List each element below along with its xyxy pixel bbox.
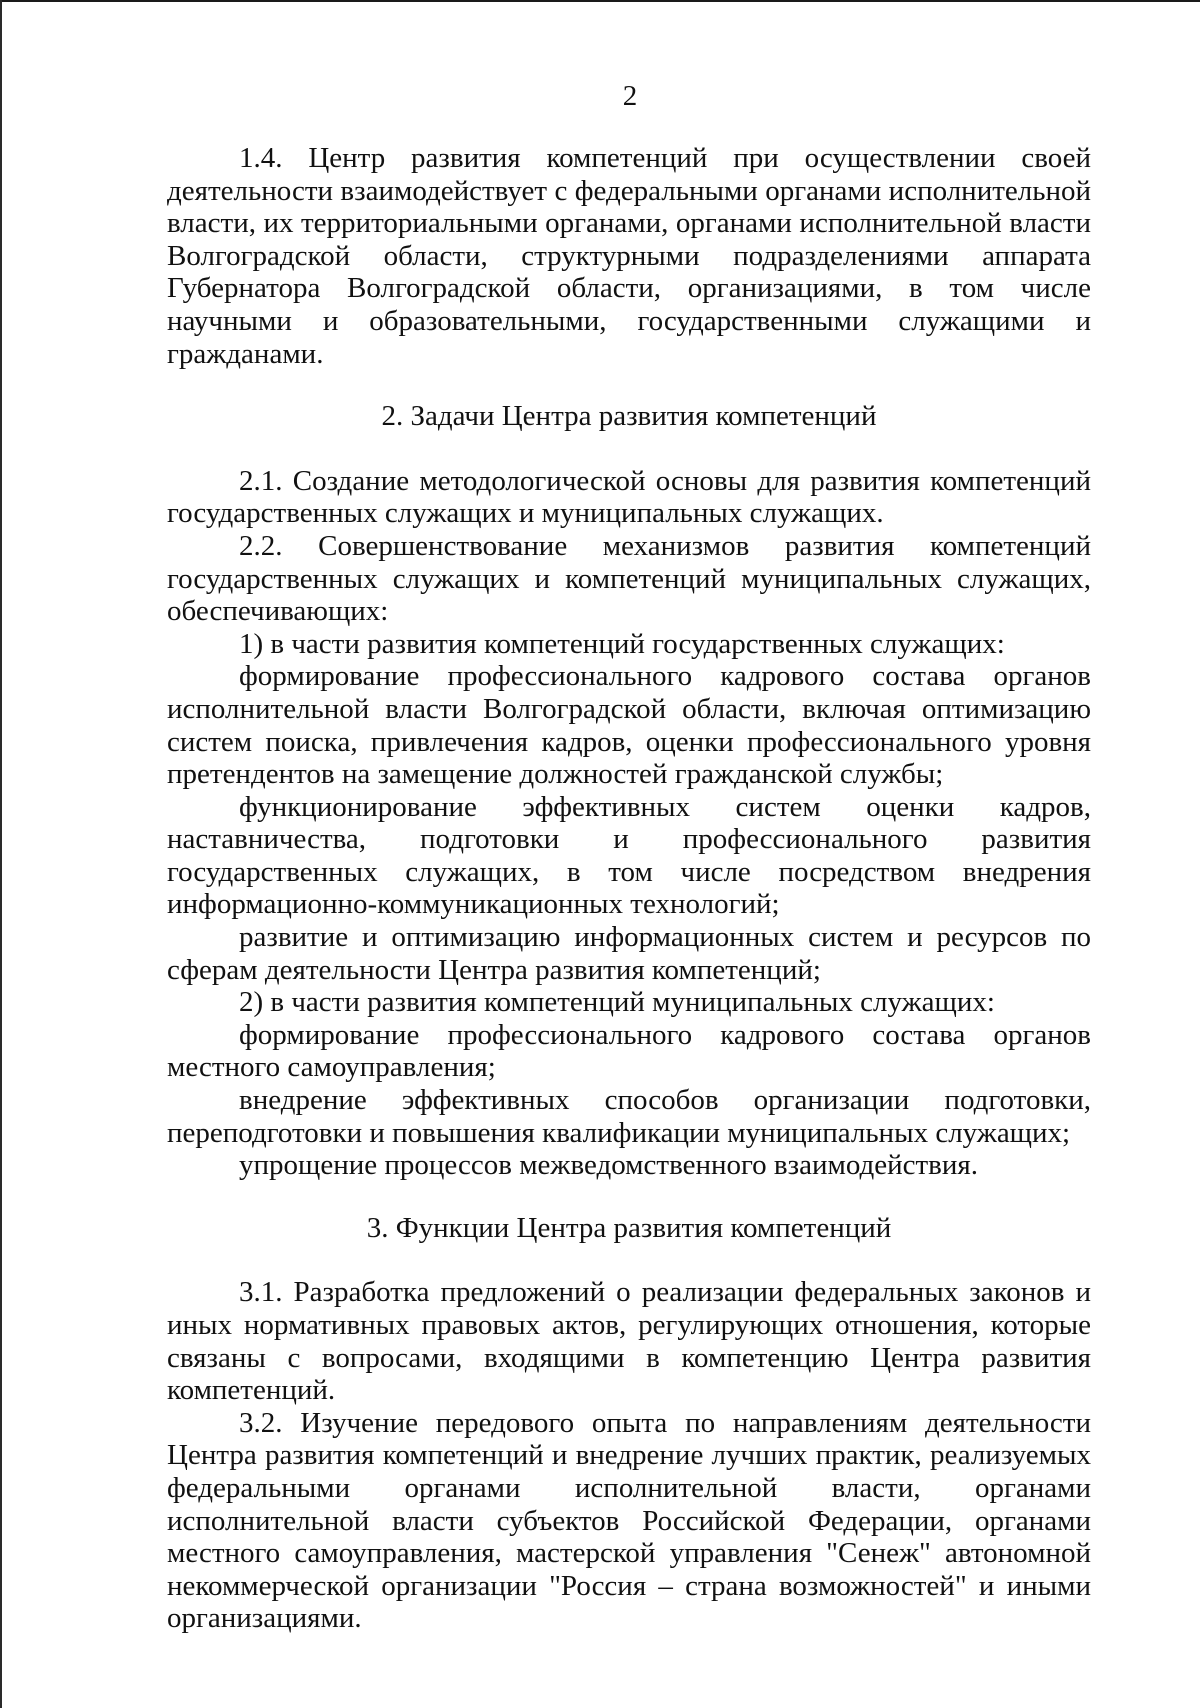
paragraph-2-2-item-2-b: внедрение эффективных способов организации подготовки, переподготовки и повышения квалификации муниципальных служащих; [167, 1084, 1091, 1149]
section-heading-2: 2. Задачи Центра развития компетенций [381, 400, 877, 433]
page-number: 2 [622, 80, 638, 112]
paragraph-2-2: 2.2. Совершенствование механизмов развития компетенций государственных служащих и компетенций муниципальных служащих, обеспечивающих: [167, 529, 1091, 628]
paragraph-2-1: 2.1. Создание методологической основы для развития компетенций государственных служащих и муниципальных служащих. [167, 464, 1091, 530]
paragraph-2-2-item-2-c: упрощение процессов межведомственного взаимодействия. [239, 1149, 978, 1182]
paragraph-2-2-item-1-c: развитие и оптимизацию информационных систем и ресурсов по сферам деятельности Центра развития компетенций; [167, 921, 1091, 986]
document-body [167, 142, 1091, 1635]
paragraph-3-1: 3.1. Разработка предложений о реализации федеральных законов и иных нормативных правовых актов, регулирующих отношения, которые связаны с вопросами, входящими в компетенцию Центра развития компетенций. [167, 1276, 1091, 1407]
section-heading-3: 3. Функции Центра развития компетенций [366, 1211, 892, 1244]
paragraph-1-4: 1.4. Центр развития компетенций при осуществлении своей деятельности взаимодействует с федеральными органами исполнительной власти, их территориальными органами, органами исполнительной власти Волгоградской области, структурными подразделениями аппарата Губернатора Волгоградской области, организациями, в том числе научными и образовательными, государственными служащими и гражданами. [167, 142, 1091, 370]
paragraph-2-2-item-2: 2) в части развития компетенций муниципальных служащих: [239, 986, 995, 1019]
scan-edge-left [0, 0, 2, 1708]
scan-edge-top [0, 0, 1200, 2]
paragraph-2-2-item-1-b: функционирование эффективных систем оценки кадров, наставничества, подготовки и профессионального развития государственных служащих, в том числе посредством внедрения информационно-коммуникационных технологий; [167, 790, 1091, 921]
paragraph-2-2-item-2-a: формирование профессионального кадрового состава органов местного самоуправления; [167, 1018, 1091, 1084]
paragraph-2-2-item-1-a: формирование профессионального кадрового состава органов исполнительной власти Волгоградской области, включая оптимизацию систем поиска, привлечения кадров, оценки профессионального уровня претендентов на замещение должностей гражданской службы; [167, 660, 1091, 791]
paragraph-3-2: 3.2. Изучение передового опыта по направлениям деятельности Центра развития компетенций и внедрение лучших практик, реализуемых федеральными органами исполнительной власти, органами исполнительной власти субъектов Российской Федерации, органами местного самоуправления, мастерской управления "Сенеж" автономной некоммерческой организации "Россия – страна возможностей" и иными организациями. [167, 1406, 1091, 1635]
paragraph-2-2-item-1: 1) в части развития компетенций государственных служащих: [239, 627, 1005, 660]
